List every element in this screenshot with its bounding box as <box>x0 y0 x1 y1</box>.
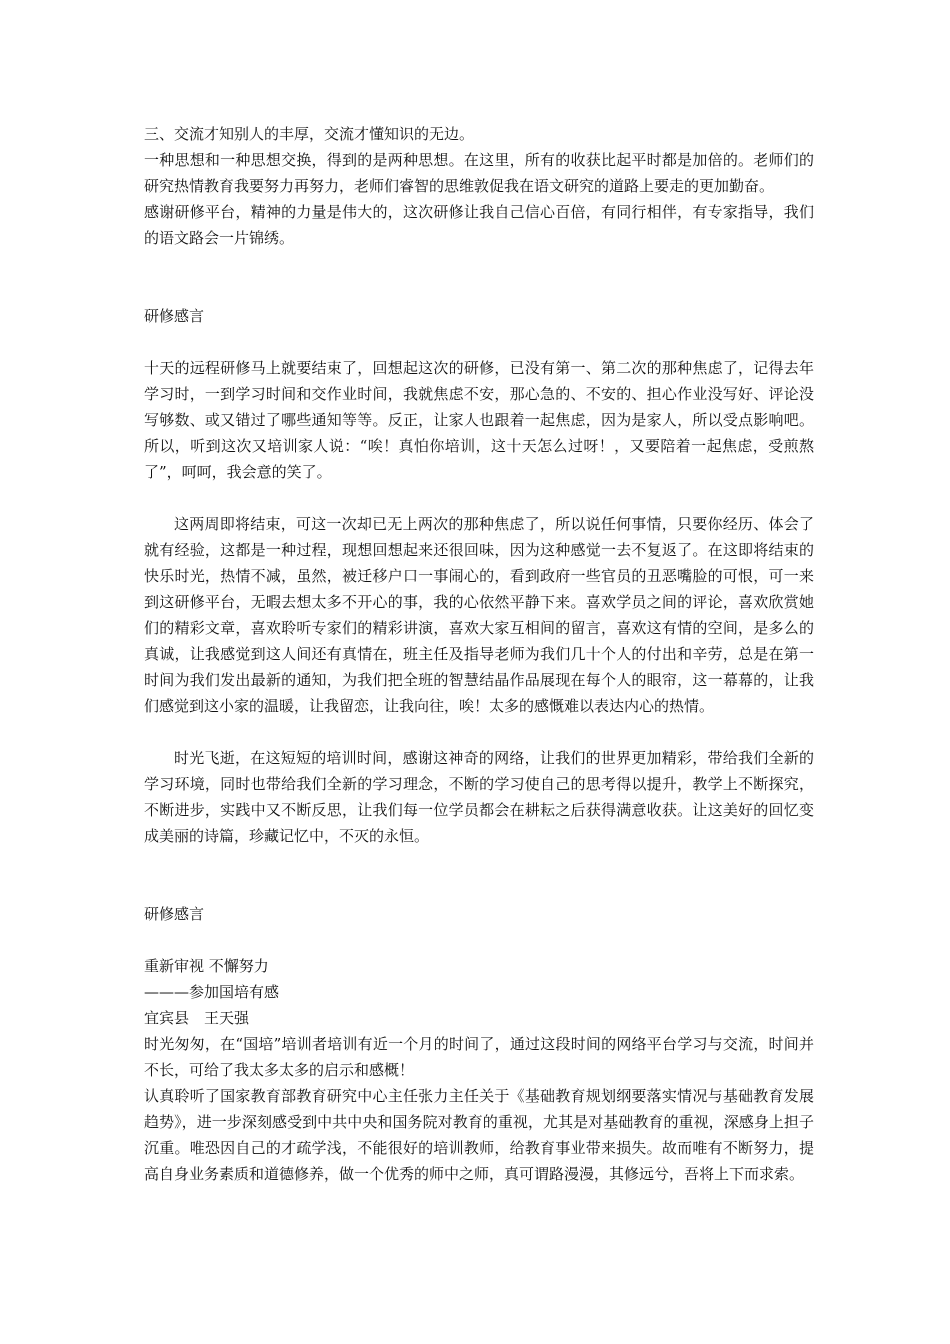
section3-title: 研修感言 <box>144 905 205 923</box>
section3-paragraph-2: 认真聆听了国家教育部教育研究中心主任张力主任关于《基础教育规划纲要落实情况与基础教育发展趋势》，进一步深刻感受到中共中央和国务院对教育的重视，尤其是对基础教育的重视，深感身上担子沉重。唯恐因自己的才疏学浅，不能很好的培训教师，给教育事业带来损失。故而唯有不断努力，提高自身业务素质和道德修养，做一个优秀的师中之师，真可谓路漫漫，其修远兮，吾将上下而求索。 <box>144 1087 814 1183</box>
section3-author: 宜宾县 王天强 <box>144 1009 250 1027</box>
section1-heading: 三、交流才知别人的丰厚，交流才懂知识的无边。 <box>144 125 475 143</box>
section1-paragraph-2: 感谢研修平台，精神的力量是伟大的，这次研修让我自己信心百倍，有同行相伴，有专家指导，我们的语文路会一片锦绣。 <box>144 203 814 247</box>
section2-paragraph-1: 十天的远程研修马上就要结束了，回想起这次的研修，已没有第一、第二次的那种焦虑了，记得去年学习时，一到学习时间和交作业时间，我就焦虑不安，那心急的、不安的、担心作业没写好、评论没写够数、或又错过了哪些通知等等。反正，让家人也跟着一起焦虑，因为是家人，所以受点影响吧。所以，听到这次又培训家人说：“唉！真怕你培训，这十天怎么过呀！，又要陪着一起焦虑，受煎熬了”，呵呵，我会意的笑了。 <box>144 359 814 481</box>
section2-paragraph-3: 时光飞逝，在这短短的培训时间，感谢这神奇的网络，让我们的世界更加精彩，带给我们全新的学习环境，同时也带给我们全新的学习理念，不断的学习使自己的思考得以提升，教学上不断探究，不断进步，实践中又不断反思，让我们每一位学员都会在耕耘之后获得满意收获。让这美好的回忆变成美丽的诗篇，珍藏记忆中，不灭的永恒。 <box>144 749 814 845</box>
section2-paragraph-2: 这两周即将结束，可这一次却已无上两次的那种焦虑了，所以说任何事情，只要你经历、体会了就有经验，这都是一种过程，现想回想起来还很回味，因为这种感觉一去不复返了。在这即将结束的快乐时光，热情不减，虽然，被迁移户口一事闹心的，看到政府一些官员的丑恶嘴脸的可恨，可一来到这研修平台，无暇去想太多不开心的事，我的心依然平静下来。喜欢学员之间的评论，喜欢欣赏她们的精彩文章，喜欢聆听专家们的精彩讲演，喜欢大家互相间的留言，喜欢这有情的空间，是多么的真诚，让我感觉到这人间还有真情在，班主任及指导老师为我们几十个人的付出和辛劳，总是在第一时间为我们发出最新的通知，为我们把全班的智慧结晶作品展现在每个人的眼帘，这一幕幕的，让我们感觉到这小家的温暖，让我留恋，让我向往，唉！太多的感慨难以表达内心的热情。 <box>144 515 814 715</box>
section3-paragraph-1: 时光匆匆，在“国培”培训者培训有近一个月的时间了，通过这段时间的网络平台学习与交流，时间并不长，可给了我太多太多的启示和感概！ <box>144 1035 814 1079</box>
section2-title: 研修感言 <box>144 307 205 325</box>
section1-paragraph-1: 一种思想和一种思想交换，得到的是两种思想。在这里，所有的收获比起平时都是加倍的。老师们的研究热情教育我要努力再努力，老师们睿智的思维敦促我在语文研究的道路上要走的更加勤奋。 <box>144 151 814 195</box>
document-page <box>144 121 814 1187</box>
section3-subtitle: 重新审视 不懈努力 <box>144 957 269 975</box>
section3-subtitle-2: ———参加国培有感 <box>144 983 280 1001</box>
